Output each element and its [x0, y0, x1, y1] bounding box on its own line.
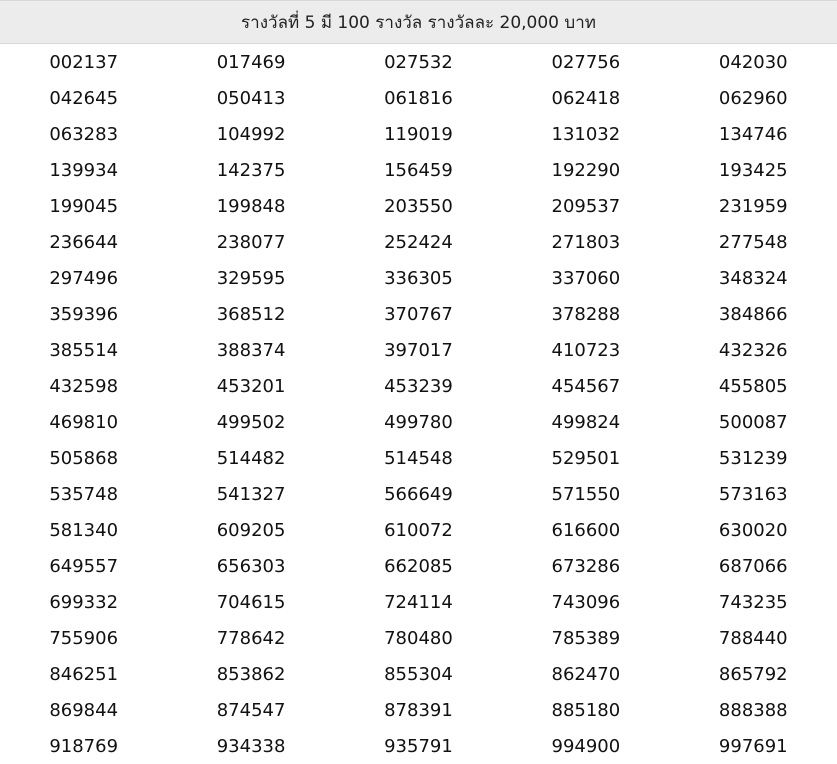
- prize-number: 780480: [335, 620, 502, 656]
- prize-number: 337060: [502, 260, 669, 296]
- prize-number: 199848: [167, 188, 334, 224]
- prize-number: 616600: [502, 512, 669, 548]
- prize-number: 238077: [167, 224, 334, 260]
- prize-number: 203550: [335, 188, 502, 224]
- prize-number: 609205: [167, 512, 334, 548]
- prize-number: 209537: [502, 188, 669, 224]
- table-row: [0, 440, 837, 476]
- prize-number: 499780: [335, 404, 502, 440]
- prize-number: 499824: [502, 404, 669, 440]
- table-row: [0, 224, 837, 260]
- table-row: [0, 368, 837, 404]
- prize-number: 529501: [502, 440, 669, 476]
- prize-number: 139934: [0, 152, 167, 188]
- prize-number: 855304: [335, 656, 502, 692]
- prize-number: 062960: [670, 80, 837, 116]
- prize-number: 453239: [335, 368, 502, 404]
- prize-number: 778642: [167, 620, 334, 656]
- prize-number: 566649: [335, 476, 502, 512]
- prize-number: 370767: [335, 296, 502, 332]
- prize-number: 610072: [335, 512, 502, 548]
- prize-number: 432326: [670, 332, 837, 368]
- prize-number: 704615: [167, 584, 334, 620]
- prize-number: 514482: [167, 440, 334, 476]
- prize-number: 862470: [502, 656, 669, 692]
- prize-number: 359396: [0, 296, 167, 332]
- prize-number: 277548: [670, 224, 837, 260]
- prize-number: 865792: [670, 656, 837, 692]
- prize-number: 236644: [0, 224, 167, 260]
- prize-number: 156459: [335, 152, 502, 188]
- prize-number: 469810: [0, 404, 167, 440]
- prize-number: 888388: [670, 692, 837, 728]
- prize-number: 017469: [167, 44, 334, 81]
- prize-number: 063283: [0, 116, 167, 152]
- table-row: [0, 692, 837, 728]
- prize-number: 002137: [0, 44, 167, 81]
- prize-title: รางวัลที่ 5 มี 100 รางวัล รางวัลละ 20,000 บาท: [0, 1, 837, 44]
- table-row: [0, 152, 837, 188]
- prize-number: 788440: [670, 620, 837, 656]
- prize-number: 192290: [502, 152, 669, 188]
- prize-number: 134746: [670, 116, 837, 152]
- prize-number: 885180: [502, 692, 669, 728]
- prize-number: 252424: [335, 224, 502, 260]
- table-row: [0, 188, 837, 224]
- prize-number: 573163: [670, 476, 837, 512]
- prize-number: 743096: [502, 584, 669, 620]
- prize-number: 535748: [0, 476, 167, 512]
- prize-number: 042030: [670, 44, 837, 81]
- table-row: [0, 116, 837, 152]
- prize-number: 514548: [335, 440, 502, 476]
- prize-number: 432598: [0, 368, 167, 404]
- prize-number: 119019: [335, 116, 502, 152]
- prize-number: 878391: [335, 692, 502, 728]
- table-row: [0, 296, 837, 332]
- prize-number: 994900: [502, 728, 669, 764]
- table-row: [0, 332, 837, 368]
- prize-number: 785389: [502, 620, 669, 656]
- prize-number: 131032: [502, 116, 669, 152]
- prize-number: 571550: [502, 476, 669, 512]
- prize-number: 755906: [0, 620, 167, 656]
- prize-number: 935791: [335, 728, 502, 764]
- prize-number: 687066: [670, 548, 837, 584]
- prize-number: 385514: [0, 332, 167, 368]
- prize-number: 388374: [167, 332, 334, 368]
- table-row: [0, 80, 837, 116]
- prize-number: 724114: [335, 584, 502, 620]
- prize-number: 997691: [670, 728, 837, 764]
- prize-number: 378288: [502, 296, 669, 332]
- prize-number: 846251: [0, 656, 167, 692]
- prize-number: 874547: [167, 692, 334, 728]
- prize-number: 231959: [670, 188, 837, 224]
- prize-numbers-body: [0, 44, 837, 764]
- prize-number: 531239: [670, 440, 837, 476]
- prize-number: 348324: [670, 260, 837, 296]
- prize-number: 649557: [0, 548, 167, 584]
- prize-number: 500087: [670, 404, 837, 440]
- prize-number: 630020: [670, 512, 837, 548]
- prize-number: 743235: [670, 584, 837, 620]
- prize-number: 384866: [670, 296, 837, 332]
- prize-number: 336305: [335, 260, 502, 296]
- prize-number: 271803: [502, 224, 669, 260]
- prize-number: 193425: [670, 152, 837, 188]
- prize-number: 453201: [167, 368, 334, 404]
- prize-number: 410723: [502, 332, 669, 368]
- prize-number: 934338: [167, 728, 334, 764]
- prize-number: 368512: [167, 296, 334, 332]
- prize-number: 027532: [335, 44, 502, 81]
- prize-number: 869844: [0, 692, 167, 728]
- prize-header-row: [0, 1, 837, 44]
- prize-number: 061816: [335, 80, 502, 116]
- prize-number: 142375: [167, 152, 334, 188]
- table-row: [0, 620, 837, 656]
- prize-number: 853862: [167, 656, 334, 692]
- prize-number: 062418: [502, 80, 669, 116]
- prize-number: 673286: [502, 548, 669, 584]
- prize-number: 397017: [335, 332, 502, 368]
- table-row: [0, 584, 837, 620]
- prize-number: 505868: [0, 440, 167, 476]
- table-row: [0, 44, 837, 81]
- prize-number: 581340: [0, 512, 167, 548]
- prize-number: 050413: [167, 80, 334, 116]
- prize-number: 656303: [167, 548, 334, 584]
- prize-number: 042645: [0, 80, 167, 116]
- prize-number: 499502: [167, 404, 334, 440]
- prize-number: 104992: [167, 116, 334, 152]
- table-row: [0, 260, 837, 296]
- prize-number: 541327: [167, 476, 334, 512]
- table-row: [0, 476, 837, 512]
- table-row: [0, 404, 837, 440]
- prize-number: 454567: [502, 368, 669, 404]
- prize-number: 297496: [0, 260, 167, 296]
- table-row: [0, 656, 837, 692]
- prize-number: 699332: [0, 584, 167, 620]
- prize-number: 455805: [670, 368, 837, 404]
- prize-number: 918769: [0, 728, 167, 764]
- table-row: [0, 512, 837, 548]
- table-row: [0, 548, 837, 584]
- prize-number: 662085: [335, 548, 502, 584]
- prize-number: 199045: [0, 188, 167, 224]
- prize-number: 027756: [502, 44, 669, 81]
- table-row: [0, 728, 837, 764]
- prize-number: 329595: [167, 260, 334, 296]
